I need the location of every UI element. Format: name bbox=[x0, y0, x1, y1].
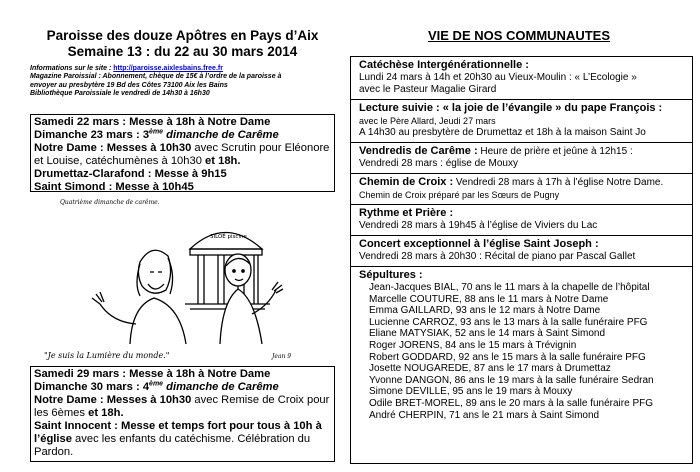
communities-title: VIE DE NOS COMMUNAUTES bbox=[427, 28, 610, 43]
section-sepultures bbox=[351, 267, 692, 424]
info-block bbox=[30, 65, 335, 99]
lecture-line1: avec le Père Allard, Jeudi 27 mars bbox=[359, 116, 496, 126]
week1-nd-bold2: et 18h. bbox=[205, 155, 241, 167]
catechese-heading: Catéchèse Intergénérationnelle : bbox=[359, 59, 529, 71]
lecture-line2: A 14h30 au presbytère de Drumettaz et 18h à la maison Saint Jo bbox=[359, 127, 646, 138]
list-item: Odile BRET-MOREL, 89 ans le 20 mars à la salle funéraire PFG bbox=[369, 397, 654, 409]
right-header bbox=[348, 28, 690, 44]
concert-line1: Vendredi 28 mars à 20h30 : Récital de piano par Pascal Gallet bbox=[359, 251, 636, 262]
week1-schedule-box bbox=[30, 114, 335, 192]
section-chemin bbox=[351, 174, 692, 205]
concert-heading: Concert exceptionnel à l’église Saint Joseph : bbox=[359, 238, 599, 250]
catechese-line1: Lundi 24 mars à 14h et 20h30 au Vieux-Moulin : « L’Ecologie » bbox=[359, 72, 637, 83]
lent-drawing bbox=[40, 194, 310, 364]
vendredis-line2: Vendredi 28 mars : église de Mouxy bbox=[359, 158, 518, 169]
week2-nd-bold2: et 18h. bbox=[88, 407, 124, 419]
figure-jesus bbox=[92, 250, 186, 344]
list-item: Lucienne CARROZ, 93 ans le 13 mars à la salle funéraire PFG bbox=[369, 316, 648, 328]
list-item: Eliane MATYSIAK, 52 ans le 14 mars à Saint Simond bbox=[369, 328, 606, 340]
week1-sunday bbox=[34, 129, 331, 142]
section-vendredis bbox=[351, 143, 692, 174]
burial-list bbox=[359, 282, 686, 421]
list-item: Roger JORENS, 84 ans le 15 mars à Trévignin bbox=[369, 339, 577, 351]
chemin-heading: Chemin de Croix : bbox=[359, 176, 454, 188]
building-label: SILOÉ piscine bbox=[210, 234, 247, 240]
week1-nd-rest: avec Scrutin pour Eléonore et Louise, catéchumènes à 10h30 bbox=[34, 142, 330, 167]
chemin-line1: Vendredi 28 mars à 17h à l’église Notre Dame. bbox=[453, 177, 664, 188]
info-site bbox=[30, 65, 335, 73]
week1-drumettaz: Drumettaz-Clarafond : Messe à 9h15 bbox=[34, 168, 227, 180]
rythme-line1: Vendredi 28 mars à 19h45 à l’église de Viviers du Lac bbox=[359, 220, 598, 231]
figure-healed-man bbox=[220, 254, 283, 344]
week2-nd-rest: avec Remise de Croix pour les 6èmes bbox=[34, 394, 330, 419]
site-link[interactable]: http://paroisse.aixlesbains.free.fr bbox=[113, 65, 223, 72]
section-concert bbox=[351, 236, 692, 267]
week2-sunday-date: Dimanche 30 mars : 4 bbox=[34, 381, 150, 393]
week1-sunday-date: Dimanche 23 mars : 3 bbox=[34, 129, 150, 141]
section-rythme bbox=[351, 205, 692, 236]
section-lecture bbox=[351, 100, 692, 143]
rythme-heading: Rythme et Prière : bbox=[359, 207, 454, 219]
list-item: Josette NOUGAREDE, 87 ans le 17 mars à Drumettaz bbox=[369, 363, 611, 375]
week2-saint-innocent bbox=[34, 420, 331, 459]
week2-si-bold: Saint Innocent : Messe et temps fort pour tous à 10h à l’église bbox=[34, 420, 322, 445]
info-line: Magazine Paroissial : Abonnement, chèque de 15€ à l’ordre de la paroisse à bbox=[30, 73, 282, 81]
list-item: André CHERPIN, 71 ans le 21 mars à Saint Simond bbox=[369, 409, 600, 421]
lecture-heading: Lecture suivie : « la joie de l’évangile » du pape François : bbox=[359, 102, 663, 114]
chemin-line2: Chemin de Croix préparé par les Sœurs de Pugny bbox=[359, 190, 560, 200]
week2-si-rest: avec les enfants du catéchisme. Célébration du Pardon. bbox=[34, 433, 311, 458]
week2-notre-dame bbox=[34, 394, 331, 420]
drawing-top-caption: Quatrième dimanche de carême. bbox=[60, 199, 160, 206]
week2-sunday-name: dimanche de Carême bbox=[163, 381, 279, 393]
list-item: Emma GAILLARD, 93 ans le 12 mars à Notre Dame bbox=[369, 305, 601, 317]
catechese-line2: avec le Pasteur Magalie Girard bbox=[359, 84, 497, 95]
list-item: Yvonne DANGON, 86 ans le 19 mars à la salle funéraire Sedran bbox=[369, 374, 654, 386]
vendredis-line1: Heure de prière et jeûne à 12h15 : bbox=[477, 146, 633, 157]
list-item: Simone DEVILLE, 95 ans le 19 mars à Mouxy bbox=[369, 386, 573, 398]
section-catechese bbox=[351, 57, 692, 100]
week2-nd-bold: Notre Dame : Messes à 10h30 bbox=[34, 394, 192, 406]
week1-sunday-name: dimanche de Carême bbox=[163, 129, 279, 141]
info-site-label: Informations sur le site : bbox=[30, 65, 114, 72]
list-item: Marcelle COUTURE, 88 ans le 11 mars à Notre Dame bbox=[369, 293, 609, 305]
week1-nd-bold: Notre Dame : Messes à 10h30 bbox=[34, 142, 192, 154]
week2-saturday: Samedi 29 mars : Messe à 18h à Notre Dame bbox=[34, 368, 271, 380]
week1-sunday-sup: ème bbox=[149, 128, 164, 136]
drawing-bottom-caption: "Je suis la Lumière du monde." bbox=[44, 351, 170, 360]
info-line: envoyer au presbytère 19 Bd des Côtes 73100 Aix les Bains bbox=[30, 81, 228, 89]
list-item: Jean-Jacques BIAL, 70 ans le 11 mars à la chapelle de l’hôpital bbox=[369, 282, 650, 293]
week2-sunday bbox=[34, 381, 331, 394]
week2-sunday-sup: ème bbox=[149, 380, 164, 388]
week1-notre-dame bbox=[34, 142, 331, 168]
parish-title: Paroisse des douze Apôtres en Pays d’Aix bbox=[46, 28, 319, 43]
week2-schedule-box bbox=[30, 366, 335, 462]
communities-box bbox=[350, 56, 693, 464]
week1-saturday: Samedi 22 mars : Messe à 18h à Notre Dame bbox=[34, 116, 271, 128]
left-header bbox=[30, 28, 335, 99]
list-item: Robert GODDARD, 92 ans le 15 mars à la salle funéraire PFG bbox=[369, 351, 646, 363]
week1-saint-simond: Saint Simond : Messe à 10h45 bbox=[34, 181, 194, 193]
week-title: Semaine 13 : du 22 au 30 mars 2014 bbox=[67, 44, 298, 59]
sepultures-heading: Sépultures : bbox=[359, 269, 423, 281]
vendredis-heading: Vendredis de Carême : bbox=[359, 145, 478, 157]
drawing-reference: Jean 9 bbox=[272, 353, 292, 360]
info-line: Bibliothèque Paroissiale le vendredi de 14h30 à 16h30 bbox=[30, 90, 210, 98]
